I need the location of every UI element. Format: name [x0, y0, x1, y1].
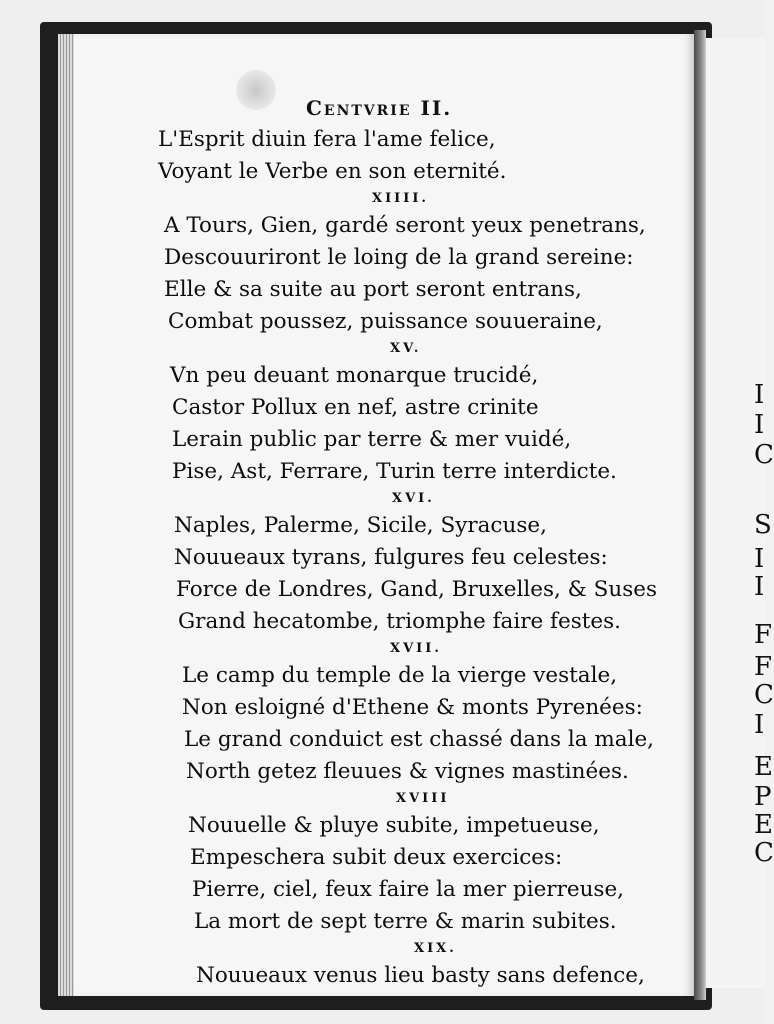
quatrain-number: XIX. — [414, 941, 457, 956]
verse-line: Empeschera subit deux exercices: — [190, 845, 563, 870]
quatrain-number: XVII. — [390, 641, 442, 656]
quatrain-number: XVI. — [392, 491, 435, 506]
page-edges — [58, 34, 74, 996]
right-page-letter: F — [754, 652, 773, 682]
verse-line: Force de Londres, Gand, Bruxelles, & Suses — [176, 577, 657, 602]
quatrain-number: XV. — [390, 341, 422, 356]
quatrain-number: XVIII — [396, 791, 450, 806]
verse-line: La mort de sept terre & marin subites. — [194, 909, 617, 934]
right-page-letter: I — [754, 710, 765, 740]
verse-line: Elle & sa suite au port seront entrans, — [164, 277, 582, 302]
right-page-letter: I — [754, 572, 765, 602]
verse-line: Le grand conduict est chassé dans la male, — [184, 727, 654, 752]
verse-line: Pierre, ciel, feux faire la mer pierreuse, — [192, 877, 625, 902]
right-page-letter: I — [754, 380, 765, 410]
verse-line: A Tours, Gien, gardé seront yeux penetrans, — [164, 213, 646, 238]
verse-line: North getez fleuues & vignes mastinées. — [186, 759, 629, 784]
verse-line: L'Esprit diuin fera l'ame felice, — [158, 127, 496, 152]
verse-line: Vn peu deuant monarque trucidé, — [170, 363, 539, 388]
verse-line: Le camp du temple de la vierge vestale, — [182, 663, 618, 688]
verse-line: Nouueaux venus lieu basty sans defence, — [196, 963, 645, 988]
right-page-letter: I — [754, 410, 765, 440]
right-page-letter: E — [754, 810, 773, 840]
right-page-letter: C — [754, 440, 774, 470]
right-page — [706, 38, 774, 988]
verse-line: Lerain public par terre & mer vuidé, — [172, 427, 572, 452]
verse-line: Non esloigné d'Ethene & monts Pyrenées: — [182, 695, 643, 720]
verse-line: Descouuriront le loing de la grand sereine: — [164, 245, 634, 270]
book-gutter — [694, 30, 706, 1000]
verse-block — [158, 124, 678, 992]
right-page-letter: E — [754, 752, 773, 782]
verse-line: Voyant le Verbe en son eternité. — [158, 159, 507, 184]
right-page-letter: C — [754, 838, 774, 868]
right-page-letter: F — [754, 620, 773, 650]
right-page-letter: I — [754, 544, 765, 574]
verse-line: Nouueaux tyrans, fulgures feu celestes: — [174, 545, 608, 570]
right-page-letter: S — [754, 510, 772, 540]
verse-line: Combat poussez, puissance souueraine, — [168, 309, 603, 334]
ink-smudge — [236, 70, 276, 110]
verse-line: Grand hecatombe, triomphe faire festes. — [178, 609, 621, 634]
page-header: Centvrie II. — [306, 96, 453, 120]
right-page-letter: P — [754, 782, 772, 812]
verse-line: Castor Pollux en nef, astre crinite — [172, 395, 539, 420]
right-page-letter: C — [754, 680, 774, 710]
verse-line: Naples, Palerme, Sicile, Syracuse, — [174, 513, 547, 538]
verse-line: Pise, Ast, Ferrare, Turin terre interdicte. — [172, 459, 617, 484]
quatrain-number: XIIII. — [372, 191, 429, 206]
verse-line: Nouuelle & pluye subite, impetueuse, — [188, 813, 600, 838]
